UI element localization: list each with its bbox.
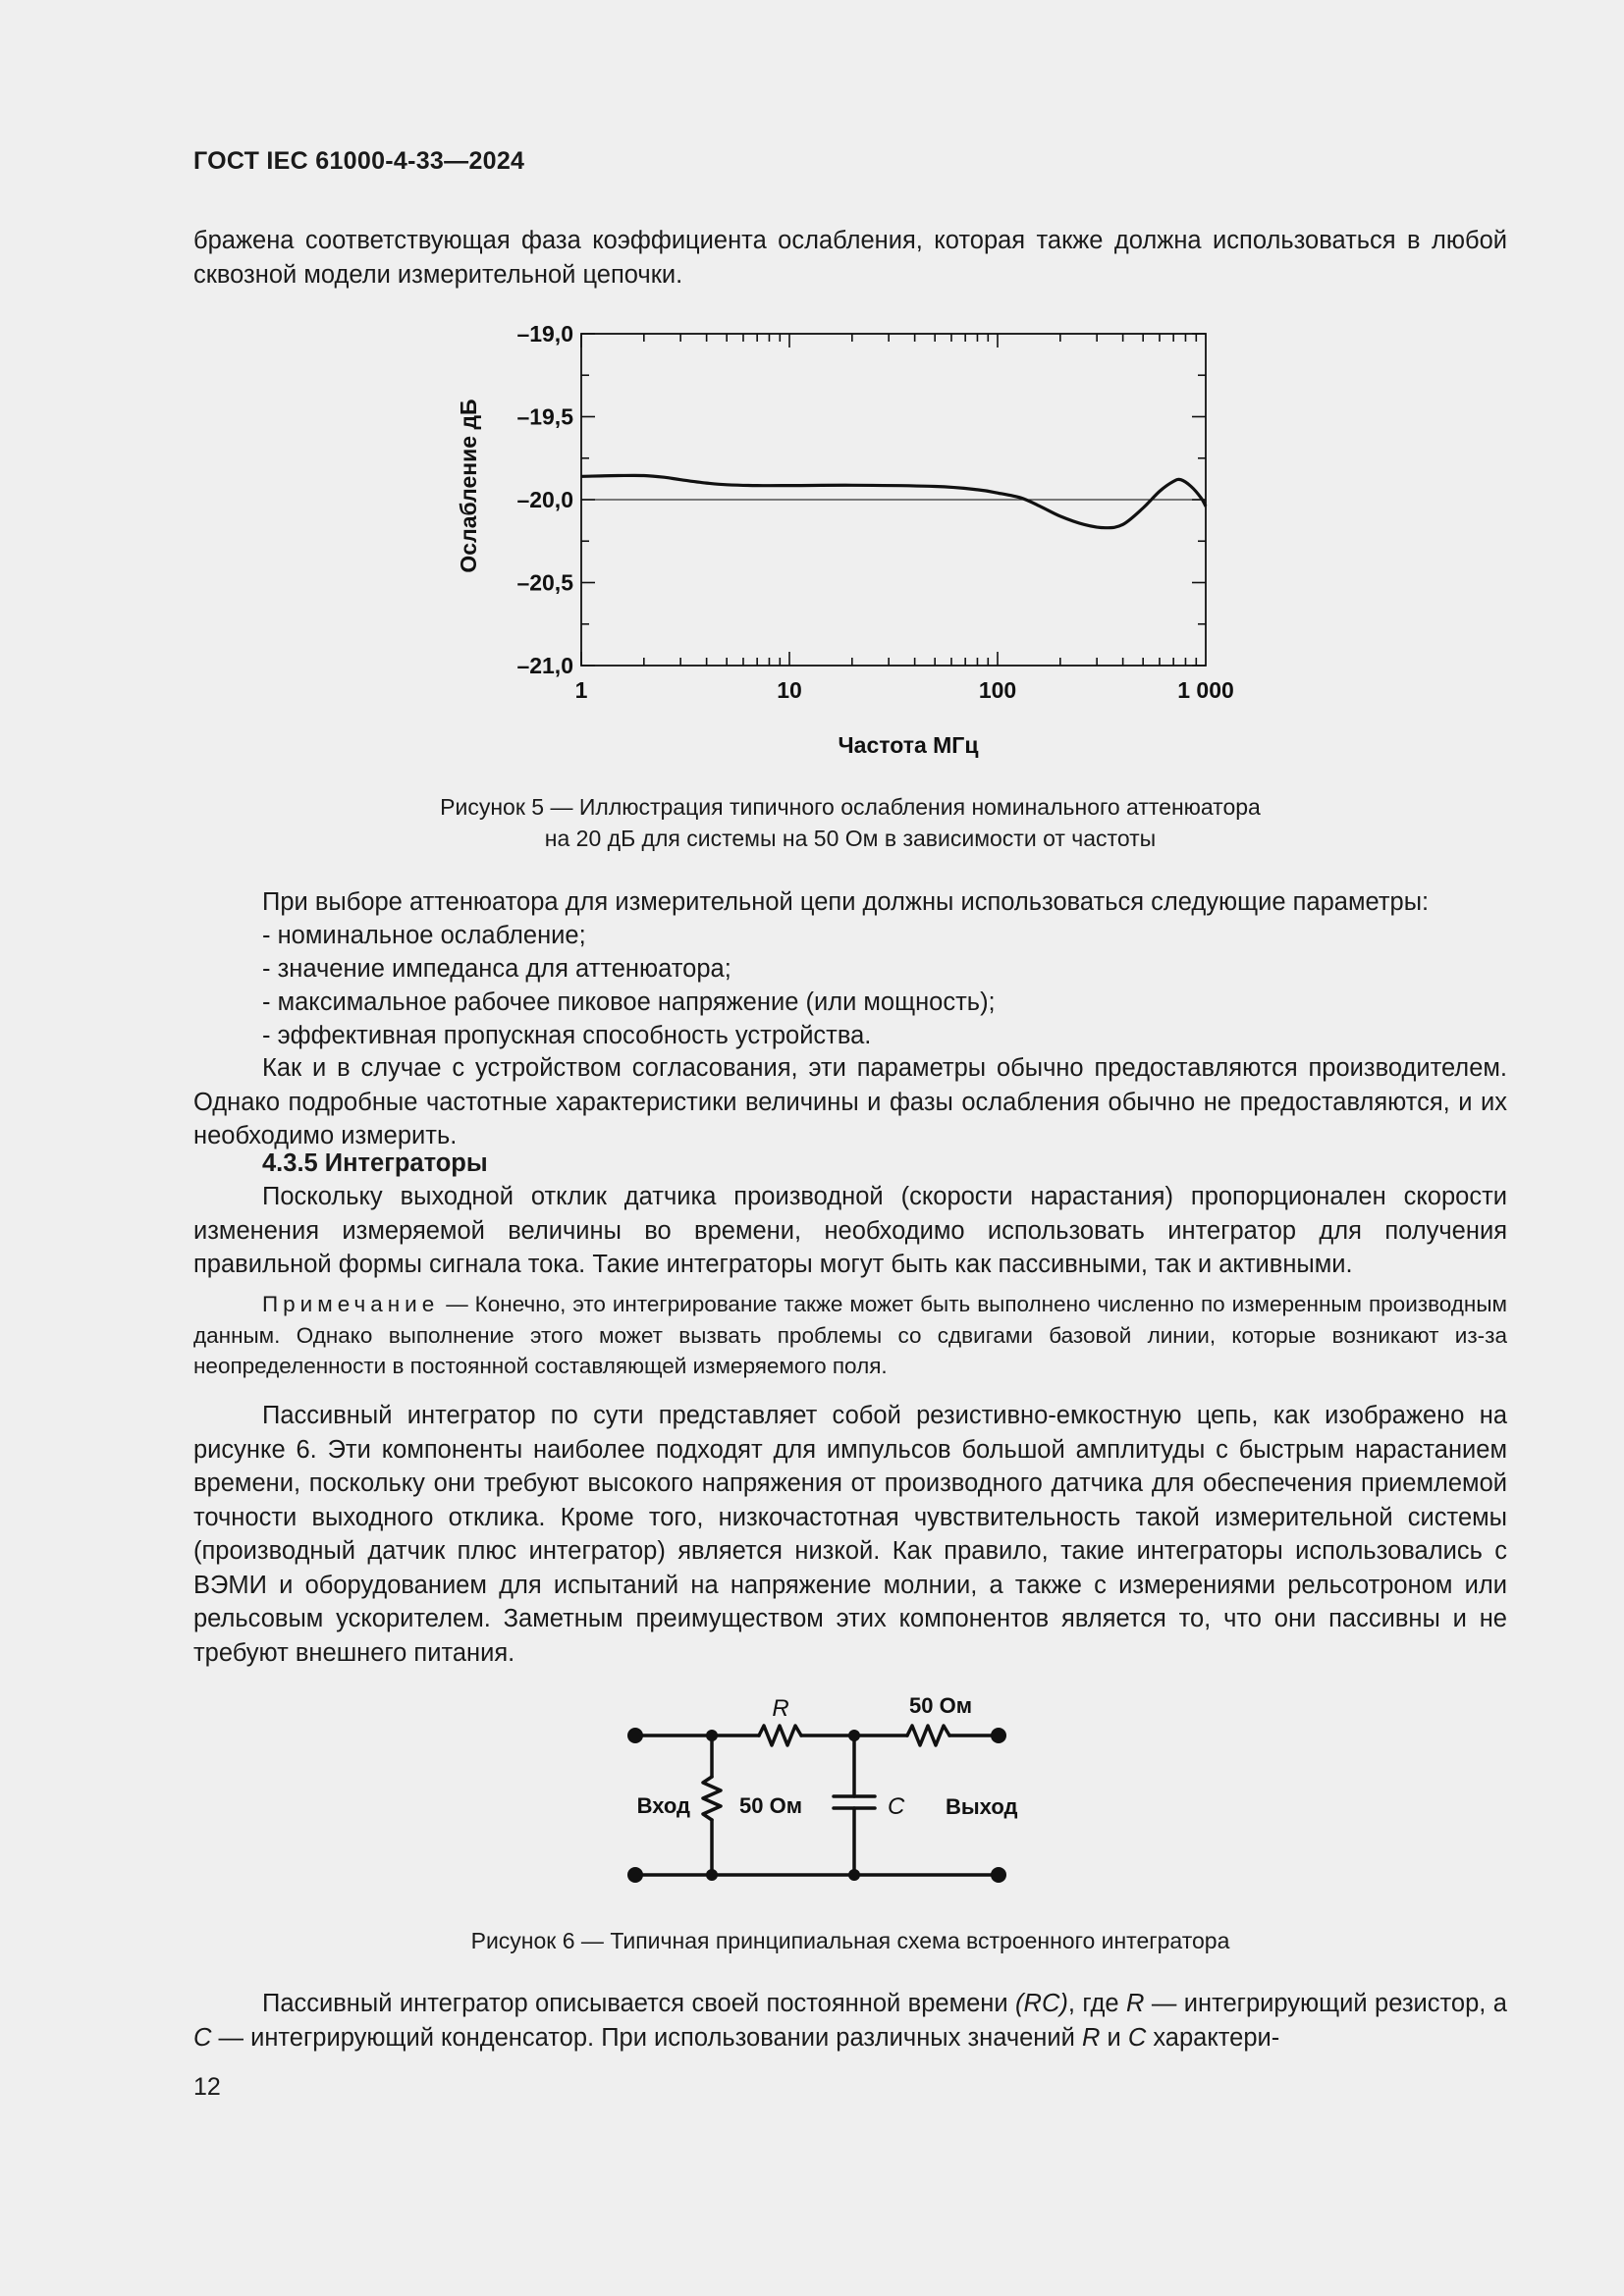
intro-paragraph: бражена соответствующая фаза коэффициента ослабления, которая также должна использоваться в любой сквозной модели измерительной цепочки. xyxy=(193,227,1507,289)
rc-symbol: (RC) xyxy=(1015,1990,1068,2017)
params-list-item: - значение импеданса для аттенюатора; xyxy=(262,955,731,983)
label-output: Выход xyxy=(946,1794,1018,1819)
text-run: , где xyxy=(1067,1990,1127,2017)
r-symbol: R xyxy=(1126,1990,1145,2017)
c-symbol: C xyxy=(1127,2023,1147,2052)
x-axis-label: Частота МГц xyxy=(838,732,979,758)
junction-node xyxy=(706,1730,718,1741)
input-terminal xyxy=(627,1728,643,1743)
text-run: и xyxy=(1100,2023,1128,2052)
resistor-50ohm-shunt xyxy=(703,1777,721,1820)
label-c: C xyxy=(888,1793,905,1820)
note-block xyxy=(193,1289,1507,1382)
junction-node xyxy=(706,1869,718,1881)
label-r: R xyxy=(772,1695,789,1722)
resistor-r xyxy=(759,1726,801,1745)
junction-node xyxy=(848,1869,860,1881)
section-heading: 4.3.5 Интеграторы xyxy=(262,1149,488,1177)
y-tick-label: –20,0 xyxy=(516,487,573,512)
section-paragraph-1: Поскольку выходной отклик датчика производной (скорости нарастания) пропорционален скорости изменения измеряемой величины во времени, необходимо использовать интегратор для получения правильной формы сигнала тока. Такие интеграторы могут быть как пассивными, так и активными. xyxy=(193,1183,1507,1278)
section-paragraph-2: Пассивный интегратор по сути представляет собой резистивно-емкостную цепь, как изображено на рисунке 6. Эти компоненты наиболее подходят для импульсов большой амплитуды с быстрым нарастанием времени, поскольку они требуют высокого напряжения от производного датчика для обеспечения приемлемой точности выходного отклика. Кроме того, низкочастотная чувствительность такой измерительной системы (производный датчик плюс интегратор) является низкой. Как правило, такие интеграторы использовались с ВЭМИ и оборудованием для испытаний на напряжение молнии, а также с измерениями рельсотроном или рельсовым ускорителем. Заметным преимуществом этих компонентов является то, что они пассивны и не требуют внешнего питания. xyxy=(193,1402,1507,1667)
label-50ohm-shunt: 50 Ом xyxy=(739,1793,802,1818)
params-intro: При выборе аттенюатора для измерительной цепи должны использоваться следующие параметры: xyxy=(262,888,1430,916)
figure5-caption-line1: Рисунок 5 — Иллюстрация типичного ослабления номинального аттенюатора xyxy=(440,794,1261,820)
document-header: ГОСТ IEC 61000-4-33—2024 xyxy=(193,147,525,175)
input-terminal xyxy=(627,1867,643,1883)
c-symbol: C xyxy=(193,2023,212,2052)
output-terminal xyxy=(991,1867,1006,1883)
params-list-item: - эффективная пропускная способность устройства. xyxy=(262,1022,872,1049)
text-run: — интегрирующий конденсатор. При использовании различных значений xyxy=(211,2023,1082,2052)
attenuation-curve xyxy=(581,475,1206,527)
attenuation-chart xyxy=(432,314,1257,766)
y-tick-label: –20,5 xyxy=(516,569,573,596)
y-tick-label: –19,5 xyxy=(516,403,573,430)
output-terminal xyxy=(991,1728,1006,1743)
note-label: Примечание xyxy=(262,1292,440,1316)
junction-node xyxy=(848,1730,860,1741)
r-symbol: R xyxy=(1081,2023,1101,2052)
text-run: характери- xyxy=(1146,2023,1280,2052)
y-tick-label: –21,0 xyxy=(516,653,573,678)
params-list-item: - номинальное ослабление; xyxy=(262,922,586,949)
x-tick-label: 1 xyxy=(574,677,588,703)
label-50ohm-series: 50 Ом xyxy=(909,1693,972,1718)
x-tick-label: 100 xyxy=(978,677,1017,703)
final-paragraph xyxy=(193,1987,1507,2055)
figure5-caption-line2: на 20 дБ для системы на 50 Ом в зависимости от частоты xyxy=(544,826,1157,851)
params-list-item: - максимальное рабочее пиковое напряжение (или мощность); xyxy=(262,988,996,1016)
text-run: — интегрирующий резистор, а xyxy=(1144,1990,1507,2017)
x-tick-label: 10 xyxy=(777,677,802,703)
resistor-50ohm-series xyxy=(907,1726,949,1745)
y-tick-label: –19,0 xyxy=(516,321,573,347)
figure6-caption: Рисунок 6 — Типичная принципиальная схема встроенного интегратора xyxy=(470,1928,1230,1953)
note-text: — Конечно, это интегрирование также может быть выполнено численно по измеренным производным данным. Однако выполнение этого может вызвать проблемы со сдвигами базовой линии, которые возникают из-за неопределенности в постоянной составляющей измеряемого поля. xyxy=(193,1292,1507,1378)
integrator-circuit xyxy=(609,1683,1041,1895)
y-axis-label: Ослабление дБ xyxy=(456,399,481,573)
page-number: 12 xyxy=(193,2073,221,2101)
params-outro: Как и в случае с устройством согласования, эти параметры обычно предоставляются производителем. Однако подробные частотные характеристики величины и фазы ослабления обычно не предоставляются, и их необходимо измерить. xyxy=(193,1054,1507,1149)
x-tick-label: 1 000 xyxy=(1177,677,1234,703)
text-run: Пассивный интегратор описывается своей постоянной времени xyxy=(262,1990,1016,2017)
label-input: Вход xyxy=(636,1793,690,1818)
